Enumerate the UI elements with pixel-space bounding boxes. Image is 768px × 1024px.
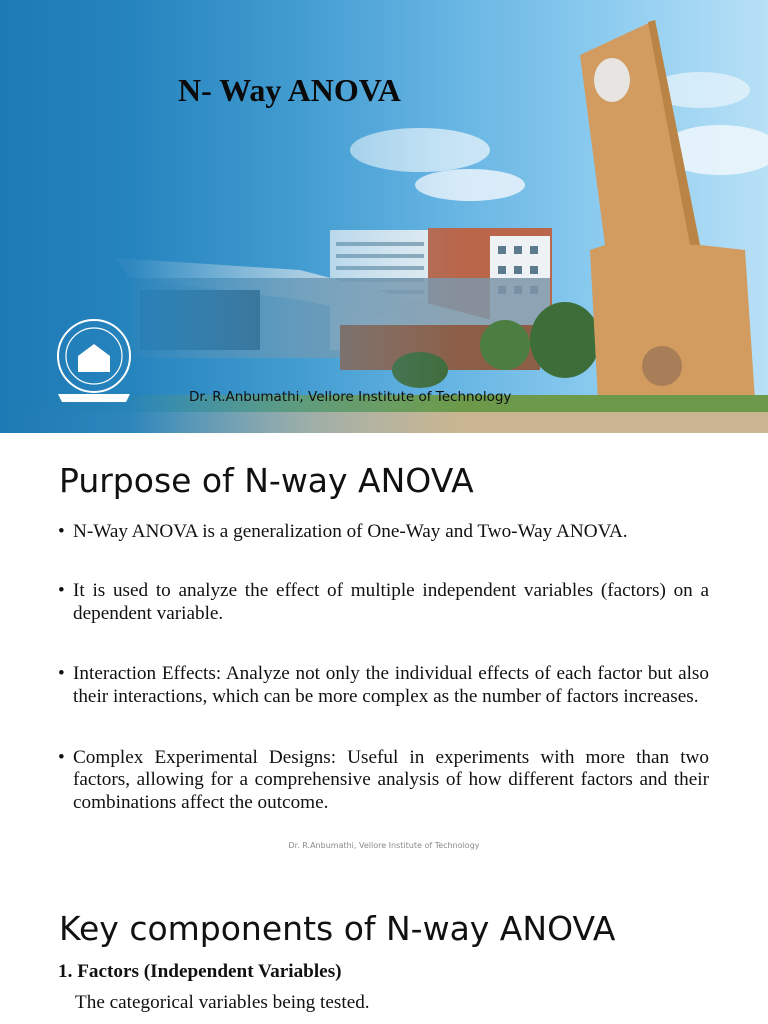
slide-title: N- Way ANOVA [178,72,401,108]
bullet-text: It is used to analyze the effect of multiple independent variables (factors) on a dependent variable. [73,580,709,624]
factors-subheading: 1. Factors (Independent Variables) [58,961,342,982]
vit-seal-logo [48,316,140,408]
title-slide-banner [0,0,768,433]
bullet-text: Interaction Effects: Analyze not only the individual effects of each factor but also their interactions, which can be more complex as the number of factors increases. [73,663,709,707]
bullet-text: N-Way ANOVA is a generalization of One-Way and Two-Way ANOVA. [73,521,628,542]
bullet-dot: • [58,663,65,685]
slide-footer: Dr. R.Anbumathi, Vellore Institute of Technology [288,841,480,850]
bullet-text: Complex Experimental Designs: Useful in experiments with more than two factors, allowing for a comprehensive analysis of how different factors and their combinations affect the outcome. [73,747,709,813]
bullet-dot: • [58,521,65,542]
bullet-item [58,521,709,543]
bullet-dot: • [58,747,65,769]
key-components-heading: Key components of N-way ANOVA [59,909,616,948]
slide-author: Dr. R.Anbumathi, Vellore Institute of Technology [189,389,512,405]
bullet-item [58,747,709,814]
purpose-heading: Purpose of N-way ANOVA [59,461,474,500]
bullet-item [58,580,709,625]
bullet-item [58,663,709,708]
purpose-bullet-list [58,521,709,851]
bullet-dot: • [58,580,65,602]
factors-description: The categorical variables being tested. [75,992,370,1013]
